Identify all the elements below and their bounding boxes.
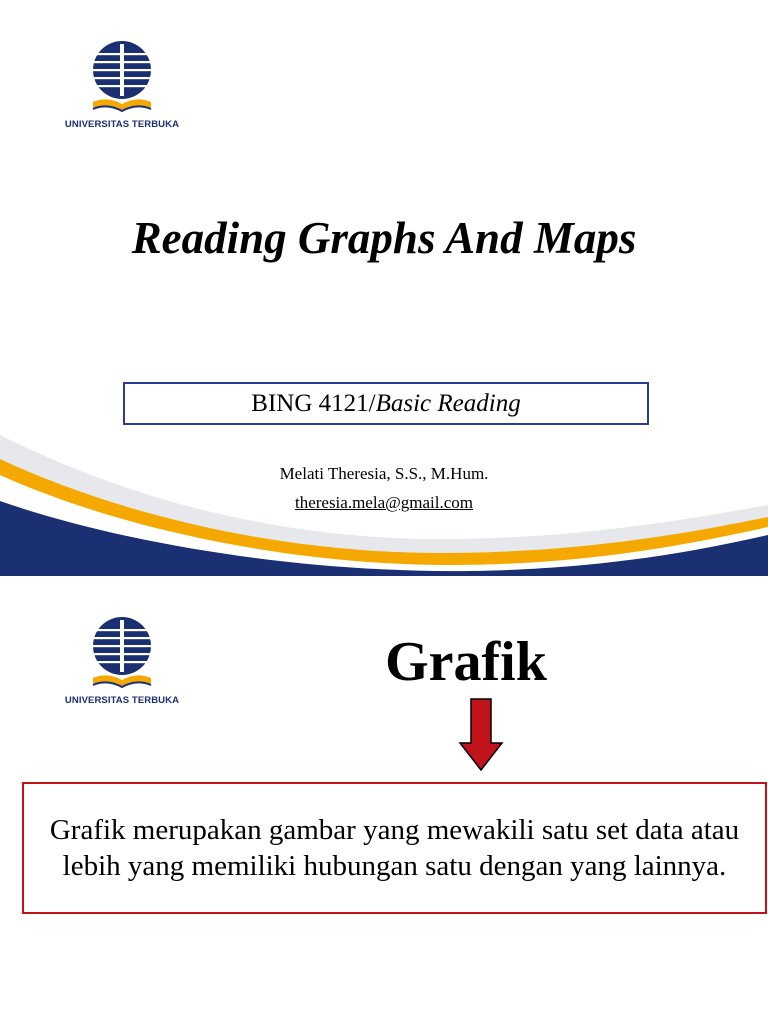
author-email-link[interactable]: theresia.mela@gmail.com xyxy=(294,493,474,512)
definition-slide xyxy=(0,576,768,1024)
logo-text: UNIVERSITAS TERBUKA xyxy=(64,119,180,130)
university-emblem-icon xyxy=(87,40,157,116)
university-emblem-icon xyxy=(87,616,157,692)
slide-heading: Grafik xyxy=(385,631,547,693)
slide-title: Reading Graphs And Maps xyxy=(131,213,637,263)
course-name: Basic Reading xyxy=(375,389,521,417)
course-code: BING 4121/ xyxy=(251,389,376,417)
definition-box xyxy=(22,782,767,914)
down-arrow-icon xyxy=(458,697,504,773)
author-name: Melati Theresia, S.S., M.Hum. xyxy=(279,464,489,483)
university-logo xyxy=(60,40,184,130)
definition-text: Grafik merupakan gambar yang mewakili satu set data atau lebih yang memiliki hubungan satu dengan yang lainnya. xyxy=(49,814,740,882)
logo-text: UNIVERSITAS TERBUKA xyxy=(64,695,180,706)
course-box xyxy=(123,382,649,425)
university-logo xyxy=(60,616,184,706)
